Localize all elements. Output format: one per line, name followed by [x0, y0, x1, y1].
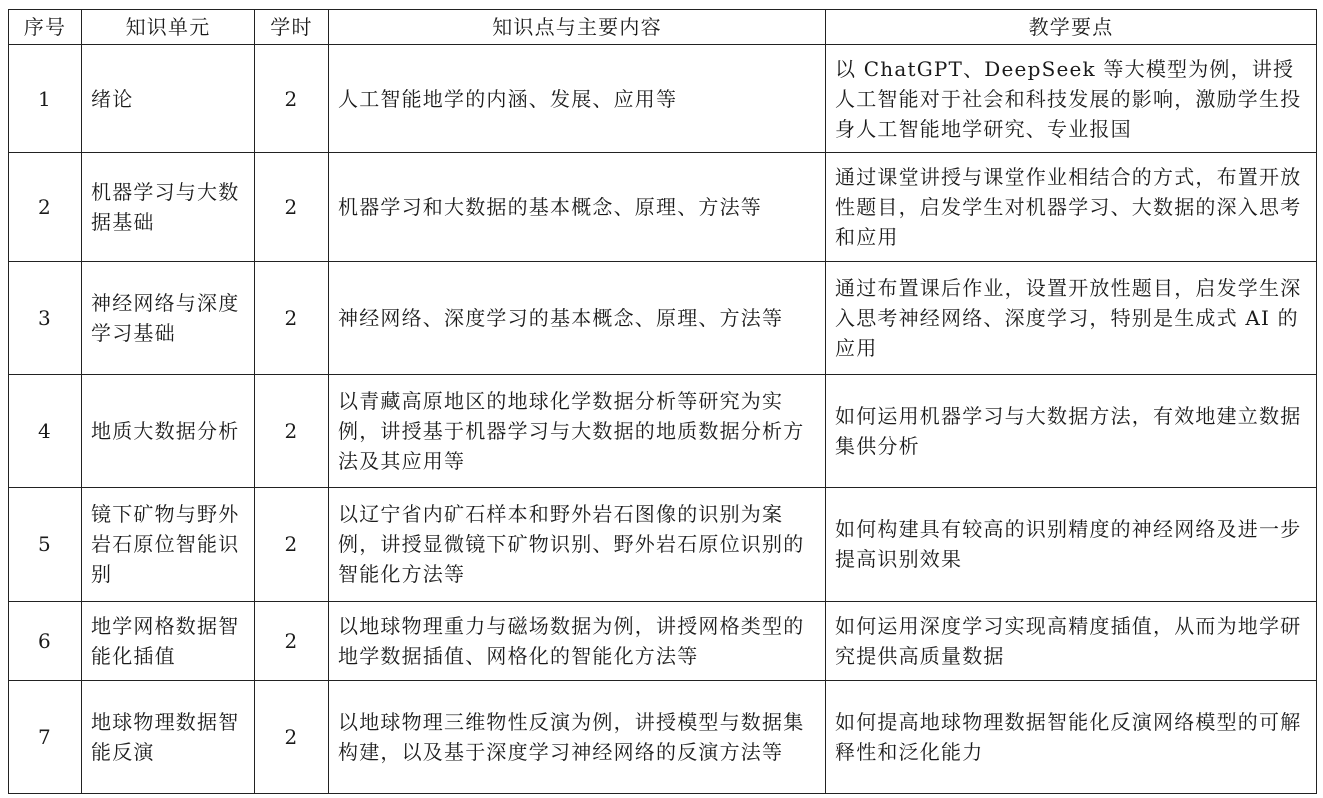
row-content: 以地球物理重力与磁场数据为例，讲授网格类型的地学数据插值、网格化的智能化方法等 [329, 601, 826, 680]
row-num: 1 [9, 45, 82, 153]
header-unit: 知识单元 [82, 10, 255, 45]
row-num: 7 [9, 680, 82, 793]
header-num: 序号 [9, 10, 82, 45]
row-num: 6 [9, 601, 82, 680]
row-points: 通过布置课后作业，设置开放性题目，启发学生深入思考神经网络、深度学习，特别是生成式 AI 的应用 [826, 261, 1317, 374]
table-row [9, 261, 1317, 374]
table-row [9, 374, 1317, 487]
row-num: 5 [9, 488, 82, 601]
table-row [9, 45, 1317, 153]
row-hours: 2 [255, 261, 329, 374]
row-content: 人工智能地学的内涵、发展、应用等 [329, 45, 826, 153]
header-content: 知识点与主要内容 [329, 10, 826, 45]
row-hours: 2 [255, 374, 329, 487]
header-row [9, 10, 1317, 45]
row-unit: 绪论 [82, 45, 255, 153]
row-unit: 地质大数据分析 [82, 374, 255, 487]
row-points: 通过课堂讲授与课堂作业相结合的方式，布置开放性题目，启发学生对机器学习、大数据的深入思考和应用 [826, 153, 1317, 261]
row-unit: 神经网络与深度学习基础 [82, 261, 255, 374]
row-points: 如何运用机器学习与大数据方法，有效地建立数据集供分析 [826, 374, 1317, 487]
row-hours: 2 [255, 488, 329, 601]
header-points: 教学要点 [826, 10, 1317, 45]
table-row [9, 601, 1317, 680]
table-row [9, 680, 1317, 793]
row-hours: 2 [255, 680, 329, 793]
row-points: 如何运用深度学习实现高精度插值，从而为地学研究提供高质量数据 [826, 601, 1317, 680]
row-unit: 镜下矿物与野外岩石原位智能识别 [82, 488, 255, 601]
table-row [9, 153, 1317, 261]
row-unit: 地学网格数据智能化插值 [82, 601, 255, 680]
row-num: 4 [9, 374, 82, 487]
row-points: 以 ChatGPT、DeepSeek 等大模型为例，讲授人工智能对于社会和科技发展的影响，激励学生投身人工智能地学研究、专业报国 [826, 45, 1317, 153]
row-content: 以青藏高原地区的地球化学数据分析等研究为实例，讲授基于机器学习与大数据的地质数据分析方法及其应用等 [329, 374, 826, 487]
header-hours: 学时 [255, 10, 329, 45]
row-num: 3 [9, 261, 82, 374]
row-content: 机器学习和大数据的基本概念、原理、方法等 [329, 153, 826, 261]
row-points: 如何提高地球物理数据智能化反演网络模型的可解释性和泛化能力 [826, 680, 1317, 793]
row-hours: 2 [255, 153, 329, 261]
row-content: 神经网络、深度学习的基本概念、原理、方法等 [329, 261, 826, 374]
curriculum-table [8, 9, 1317, 794]
row-hours: 2 [255, 45, 329, 153]
row-unit: 机器学习与大数据基础 [82, 153, 255, 261]
table-row [9, 488, 1317, 601]
row-num: 2 [9, 153, 82, 261]
row-hours: 2 [255, 601, 329, 680]
row-content: 以辽宁省内矿石样本和野外岩石图像的识别为案例，讲授显微镜下矿物识别、野外岩石原位识别的智能化方法等 [329, 488, 826, 601]
row-unit: 地球物理数据智能反演 [82, 680, 255, 793]
row-content: 以地球物理三维物性反演为例，讲授模型与数据集构建，以及基于深度学习神经网络的反演方法等 [329, 680, 826, 793]
row-points: 如何构建具有较高的识别精度的神经网络及进一步提高识别效果 [826, 488, 1317, 601]
